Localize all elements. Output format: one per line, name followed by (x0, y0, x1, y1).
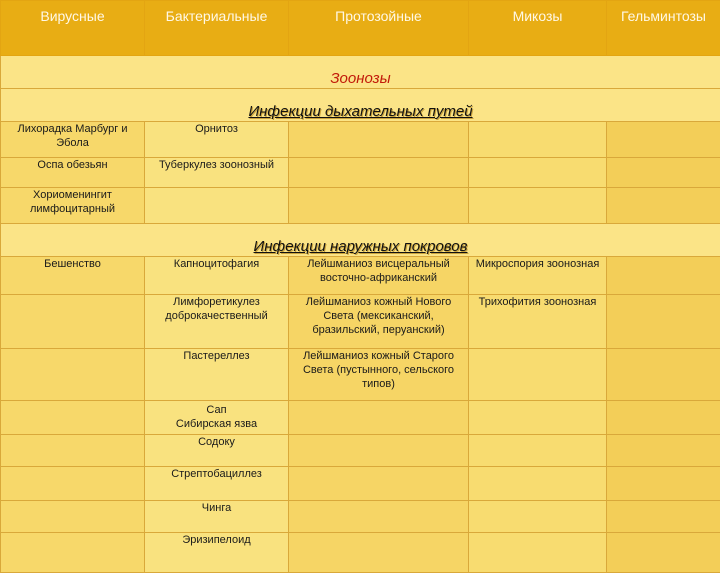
cell-helminthoses (607, 435, 720, 467)
section-title-respiratory: Инфекции дыхательных путей (1, 89, 720, 122)
section-row-respiratory (1, 89, 720, 122)
cell-mycoses (469, 467, 607, 501)
cell-mycoses: Трихофития зоонозная (469, 295, 607, 349)
table-row (1, 188, 720, 224)
table-row (1, 501, 720, 533)
cell-mycoses (469, 188, 607, 224)
table-row (1, 533, 720, 573)
section-row-skin (1, 224, 720, 257)
cell-protozoal: Лейшманиоз кожный Нового Света (мексиканский, бразильский, перуанский) (289, 295, 469, 349)
header-protozoal: Протозойные (289, 1, 469, 56)
table-row (1, 295, 720, 349)
cell-viral: Хориоменингит лимфоцитарный (1, 188, 145, 224)
table-row (1, 401, 720, 435)
cell-protozoal: Лейшманиоз висцеральный восточно-африканский (289, 257, 469, 295)
section-row-zoonoses (1, 56, 720, 89)
table-row (1, 257, 720, 295)
cell-bacterial (145, 188, 289, 224)
table-row (1, 467, 720, 501)
cell-bacterial: Капноцитофагия (145, 257, 289, 295)
cell-bacterial: Чинга (145, 501, 289, 533)
cell-protozoal (289, 533, 469, 573)
table-row (1, 349, 720, 401)
cell-viral (1, 295, 145, 349)
cell-protozoal (289, 188, 469, 224)
cell-helminthoses (607, 501, 720, 533)
cell-bacterial: Стрептобациллез (145, 467, 289, 501)
cell-bacterial: Сап Сибирская язва (145, 401, 289, 435)
cell-mycoses (469, 122, 607, 158)
cell-helminthoses (607, 122, 720, 158)
cell-viral: Оспа обезьян (1, 158, 145, 188)
cell-protozoal (289, 435, 469, 467)
cell-bacterial: Эризипелоид (145, 533, 289, 573)
cell-viral: Бешенство (1, 257, 145, 295)
cell-bacterial: Лимфоретикулез доброкачественный (145, 295, 289, 349)
cell-mycoses (469, 401, 607, 435)
table-row (1, 122, 720, 158)
cell-protozoal (289, 501, 469, 533)
cell-viral: Лихорадка Марбург и Эбола (1, 122, 145, 158)
cell-bacterial: Орнитоз (145, 122, 289, 158)
cell-mycoses (469, 435, 607, 467)
cell-protozoal: Лейшманиоз кожный Старого Света (пустынного, сельского типов) (289, 349, 469, 401)
cell-helminthoses (607, 533, 720, 573)
cell-helminthoses (607, 467, 720, 501)
cell-protozoal (289, 122, 469, 158)
cell-mycoses (469, 501, 607, 533)
header-row (1, 1, 720, 56)
cell-bacterial: Пастереллез (145, 349, 289, 401)
cell-viral (1, 401, 145, 435)
cell-helminthoses (607, 349, 720, 401)
cell-helminthoses (607, 295, 720, 349)
header-helminthoses: Гельминтозы (607, 1, 720, 56)
cell-helminthoses (607, 257, 720, 295)
cell-mycoses (469, 349, 607, 401)
cell-mycoses (469, 533, 607, 573)
cell-viral (1, 501, 145, 533)
cell-helminthoses (607, 401, 720, 435)
header-bacterial: Бактериальные (145, 1, 289, 56)
cell-bacterial: Туберкулез зоонозный (145, 158, 289, 188)
cell-viral (1, 435, 145, 467)
cell-viral (1, 533, 145, 573)
header-viral: Вирусные (1, 1, 145, 56)
cell-protozoal (289, 467, 469, 501)
cell-viral (1, 349, 145, 401)
cell-helminthoses (607, 158, 720, 188)
section-title-zoonoses: Зоонозы (1, 56, 720, 89)
cell-bacterial: Содоку (145, 435, 289, 467)
table-row (1, 435, 720, 467)
cell-mycoses (469, 158, 607, 188)
cell-protozoal (289, 158, 469, 188)
cell-protozoal (289, 401, 469, 435)
cell-helminthoses (607, 188, 720, 224)
table-row (1, 158, 720, 188)
cell-viral (1, 467, 145, 501)
section-title-skin: Инфекции наружных покровов (1, 224, 720, 257)
header-mycoses: Микозы (469, 1, 607, 56)
cell-mycoses: Микроспория зоонозная (469, 257, 607, 295)
